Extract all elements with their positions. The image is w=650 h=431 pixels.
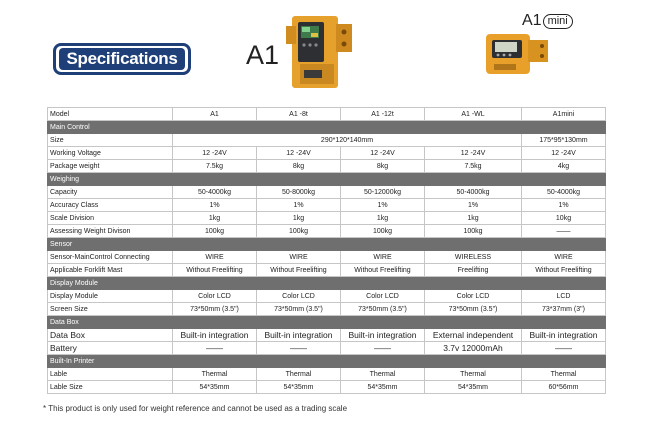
header-model-label: Model: [48, 108, 173, 121]
section-title: Built-In Printer: [48, 355, 606, 368]
section-title: Display Module: [48, 277, 606, 290]
table-cell: LCD: [522, 290, 606, 303]
table-cell: 12 -24V: [173, 147, 257, 160]
table-cell: External independent: [425, 329, 522, 342]
table-cell: 50-8000kg: [257, 186, 341, 199]
table-cell: Thermal: [257, 368, 341, 381]
table-cell: 1kg: [341, 212, 425, 225]
section-header-row: [48, 173, 606, 186]
table-cell: WIRE: [341, 251, 425, 264]
table-cell: 1kg: [425, 212, 522, 225]
row-label: Screen Size: [48, 303, 173, 316]
table-cell: Color LCD: [341, 290, 425, 303]
table-cell: 73*50mm (3.5"): [173, 303, 257, 316]
table-cell: 100kg: [257, 225, 341, 238]
table-cell: 7.5kg: [173, 160, 257, 173]
table-cell: Without Freelifting: [341, 264, 425, 277]
table-cell: 12 -24V: [522, 147, 606, 160]
section-header-row: [48, 238, 606, 251]
row-label: Assessing Weight Divison: [48, 225, 173, 238]
table-cell: Color LCD: [257, 290, 341, 303]
table-cell: Color LCD: [173, 290, 257, 303]
row-label: Accuracy Class: [48, 199, 173, 212]
model-a1mini-heading: [522, 12, 573, 30]
row-label: Package weight: [48, 160, 173, 173]
a1-product-image: [280, 14, 358, 94]
table-row: [48, 264, 606, 277]
table-cell: 290*120*140mm: [173, 134, 522, 147]
section-header-row: [48, 316, 606, 329]
header-model-cell: A1mini: [522, 108, 606, 121]
table-row: [48, 381, 606, 394]
table-header-row: [48, 108, 606, 121]
model-a1-heading: A1: [246, 40, 280, 70]
table-cell: 54*35mm: [425, 381, 522, 394]
table-cell: 1%: [425, 199, 522, 212]
table-cell: 50-4000kg: [173, 186, 257, 199]
row-label: Capacity: [48, 186, 173, 199]
row-label: Scale Division: [48, 212, 173, 225]
table-cell: 1%: [522, 199, 606, 212]
table-cell: 1kg: [173, 212, 257, 225]
table-cell: 3.7v 12000mAh: [425, 342, 522, 355]
table-row: [48, 303, 606, 316]
table-cell: 100kg: [173, 225, 257, 238]
table-cell: WIRELESS: [425, 251, 522, 264]
a1mini-product-image: [482, 30, 554, 82]
table-cell: ——: [522, 225, 606, 238]
table-row: [48, 329, 606, 342]
footnote: * This product is only used for weight reference and cannot be used as a trading scale: [43, 404, 348, 413]
table-cell: 73*50mm (3.5"): [425, 303, 522, 316]
section-title: Sensor: [48, 238, 606, 251]
header-model-cell: A1: [173, 108, 257, 121]
table-cell: Thermal: [522, 368, 606, 381]
table-row: [48, 134, 606, 147]
table-cell: 4kg: [522, 160, 606, 173]
header-model-cell: A1 -WL: [425, 108, 522, 121]
section-title: Main Control: [48, 121, 606, 134]
table-row: [48, 147, 606, 160]
table-cell: 10kg: [522, 212, 606, 225]
table-row: [48, 251, 606, 264]
specifications-title: Specifications: [59, 48, 185, 70]
table-cell: Built-in integration: [257, 329, 341, 342]
row-label: Applicable Forklift Mast: [48, 264, 173, 277]
specifications-badge: [53, 43, 191, 75]
table-cell: 8kg: [257, 160, 341, 173]
table-cell: 12 -24V: [425, 147, 522, 160]
table-cell: 1kg: [257, 212, 341, 225]
table-row: [48, 225, 606, 238]
table-cell: 60*56mm: [522, 381, 606, 394]
table-cell: 1%: [257, 199, 341, 212]
section-title: Data Box: [48, 316, 606, 329]
row-label: Display Module: [48, 290, 173, 303]
table-cell: 73*37mm (3"): [522, 303, 606, 316]
table-cell: 100kg: [425, 225, 522, 238]
table-cell: WIRE: [522, 251, 606, 264]
table-cell: WIRE: [173, 251, 257, 264]
table-cell: 7.5kg: [425, 160, 522, 173]
table-cell: 50-12000kg: [341, 186, 425, 199]
row-label: Size: [48, 134, 173, 147]
row-label: Battery: [48, 342, 173, 355]
table-cell: 8kg: [341, 160, 425, 173]
table-cell: Built-in integration: [341, 329, 425, 342]
table-cell: Freelifting: [425, 264, 522, 277]
section-title: Weighing: [48, 173, 606, 186]
row-label: Lable: [48, 368, 173, 381]
table-cell: 12 -24V: [341, 147, 425, 160]
table-cell: ——: [522, 342, 606, 355]
table-cell: Built-in integration: [173, 329, 257, 342]
table-row: [48, 290, 606, 303]
table-row: [48, 160, 606, 173]
table-row: [48, 368, 606, 381]
table-cell: 54*35mm: [173, 381, 257, 394]
table-cell: Thermal: [173, 368, 257, 381]
row-label: Working Voltage: [48, 147, 173, 160]
table-row: [48, 199, 606, 212]
table-cell: Color LCD: [425, 290, 522, 303]
table-cell: 1%: [173, 199, 257, 212]
table-cell: 1%: [341, 199, 425, 212]
table-cell: 100kg: [341, 225, 425, 238]
table-cell: Without Freelifting: [257, 264, 341, 277]
model-a1mini-main: A1: [522, 12, 542, 29]
table-cell: Without Freelifting: [173, 264, 257, 277]
table-row: [48, 212, 606, 225]
table-cell: Thermal: [425, 368, 522, 381]
table-cell: ——: [173, 342, 257, 355]
table-cell: ——: [257, 342, 341, 355]
section-header-row: [48, 355, 606, 368]
row-label: Sensor-MainControl Connecting: [48, 251, 173, 264]
table-cell: Built-in integration: [522, 329, 606, 342]
section-header-row: [48, 121, 606, 134]
table-cell: 12 -24V: [257, 147, 341, 160]
table-row: [48, 342, 606, 355]
row-label: Lable Size: [48, 381, 173, 394]
model-a1mini-pill: mini: [543, 14, 573, 29]
header-model-cell: A1 -12t: [341, 108, 425, 121]
header-model-cell: A1 -8t: [257, 108, 341, 121]
table-cell: 54*35mm: [341, 381, 425, 394]
table-cell: 50-4000kg: [522, 186, 606, 199]
table-cell: 73*50mm (3.5"): [257, 303, 341, 316]
table-cell: ——: [341, 342, 425, 355]
table-cell: 175*95*130mm: [522, 134, 606, 147]
table-row: [48, 186, 606, 199]
table-cell: 73*50mm (3.5"): [341, 303, 425, 316]
section-header-row: [48, 277, 606, 290]
table-cell: WIRE: [257, 251, 341, 264]
row-label: Data Box: [48, 329, 173, 342]
table-cell: Without Freelifting: [522, 264, 606, 277]
table-cell: Thermal: [341, 368, 425, 381]
specifications-table: [47, 107, 606, 394]
table-cell: 50-4000kg: [425, 186, 522, 199]
table-cell: 54*35mm: [257, 381, 341, 394]
